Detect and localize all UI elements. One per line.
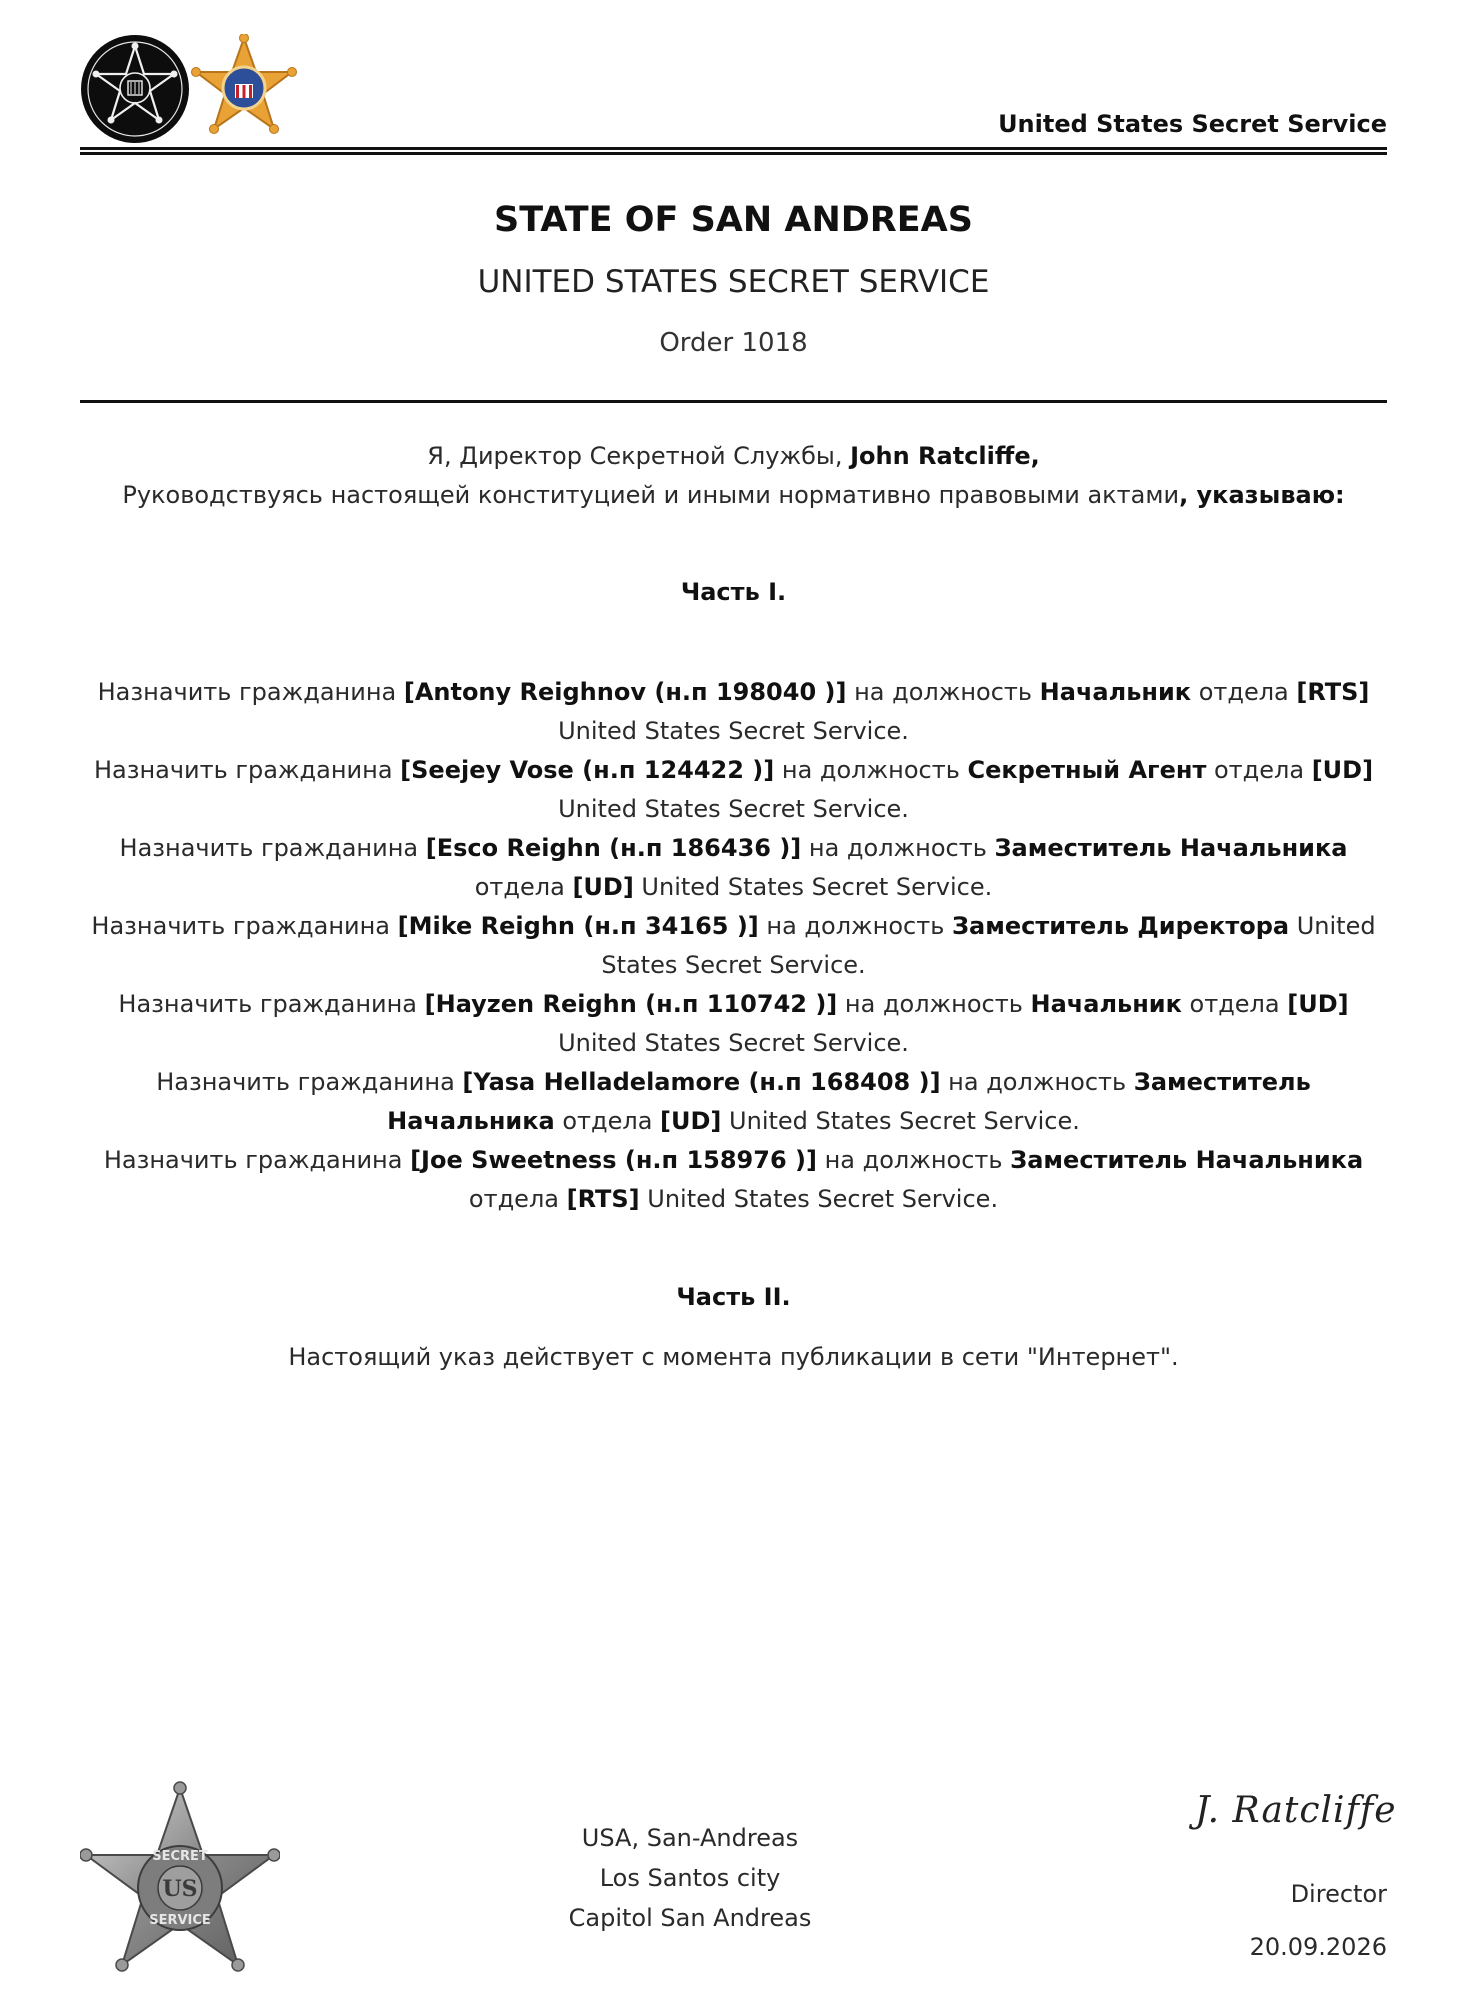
order-citizen: [Seejey Vose (н.п 124422 )]	[400, 756, 775, 784]
intro-line-1-text: Я, Директор Секретной Службы,	[427, 442, 851, 470]
order-department: [RTS]	[566, 1185, 640, 1213]
order-position: Заместитель Начальника	[387, 1068, 1311, 1135]
director-signature	[1195, 1790, 1397, 1850]
order-mid: на должность	[816, 1146, 1011, 1174]
order-department: [UD]	[660, 1107, 722, 1135]
order-suffix: United States Secret Service.	[639, 1185, 999, 1213]
seal-text-top: SECRET	[152, 1849, 208, 1864]
order-department: [RTS]	[1296, 678, 1370, 706]
order-department: [UD]	[1287, 990, 1349, 1018]
order-position: Секретный Агент	[967, 756, 1207, 784]
order-citizen: [Joe Sweetness (н.п 158976 )]	[410, 1146, 817, 1174]
order-prefix: Назначить гражданина	[97, 678, 404, 706]
order-position: Заместитель Директора	[951, 912, 1290, 940]
header-double-rule	[80, 147, 1387, 155]
order-dept-label: отдела	[554, 1107, 661, 1135]
order-prefix: Назначить гражданина	[93, 756, 401, 784]
part-2-text: Настоящий указ действует с момента публикации в сети "Интернет".	[288, 1343, 1179, 1371]
order-department: [UD]	[572, 873, 634, 901]
intro-directive: , указываю:	[1179, 481, 1345, 509]
order-citizen: [Hayzen Reighn (н.п 110742 )]	[424, 990, 838, 1018]
order-position: Заместитель Начальника	[1010, 1146, 1364, 1174]
intro-paragraph	[80, 437, 1387, 515]
order-dept-label: отдела	[1206, 756, 1312, 784]
order-department: [UD]	[1311, 756, 1374, 784]
appointment-order-item	[80, 751, 1387, 829]
order-suffix: United States Secret Service.	[601, 912, 1376, 979]
order-citizen: [Yasa Helladelamore (н.п 168408 )]	[462, 1068, 941, 1096]
state-title: STATE OF SAN ANDREAS	[494, 200, 973, 240]
order-prefix: Назначить гражданина	[118, 990, 425, 1018]
order-suffix: United States Secret Service.	[558, 1029, 909, 1057]
seal-text-bottom: SERVICE	[149, 1913, 211, 1928]
intro-line-2-text: Руководствуясь настоящей конституцией и иными нормативно правовыми актами	[122, 481, 1180, 509]
director-name: John Ratcliffe,	[850, 442, 1040, 470]
order-mid: на должность	[940, 1068, 1134, 1096]
order-position: Начальник	[1039, 678, 1192, 706]
order-position: Заместитель Начальника	[994, 834, 1348, 862]
order-suffix: United States Secret Service.	[721, 1107, 1080, 1135]
secret-service-gold-star-badge-icon	[188, 34, 300, 144]
footer-address	[520, 1818, 860, 1938]
appointment-order-item	[80, 985, 1387, 1063]
order-dept-label: отдела	[468, 1185, 567, 1213]
header-org-name: United States Secret Service	[998, 110, 1387, 138]
document-date: 20.09.2026	[1249, 1933, 1387, 1961]
secret-service-round-seal-icon	[80, 34, 190, 144]
order-mid: на должность	[801, 834, 995, 862]
order-dept-label: отдела	[1181, 990, 1288, 1018]
appointment-order-item	[80, 1063, 1387, 1141]
intro-line-2	[80, 476, 1387, 515]
seal-text-center: US	[162, 1876, 198, 1902]
secret-service-silver-star-seal-icon	[80, 1780, 280, 1975]
order-prefix: Назначить гражданина	[156, 1068, 463, 1096]
signature-text: J. Ratcliffe	[1195, 1790, 1397, 1831]
order-citizen: [Esco Reighn (н.п 186436 )]	[425, 834, 802, 862]
document-header	[80, 30, 1387, 140]
signatory-title: Director	[1290, 1880, 1387, 1908]
appointment-order-item	[80, 673, 1387, 751]
title-rule	[80, 400, 1387, 403]
order-dept-label: отдела	[474, 873, 573, 901]
order-dept-label	[1289, 912, 1297, 940]
order-suffix: United States Secret Service.	[558, 795, 909, 823]
part-2-title: Часть II.	[676, 1283, 791, 1311]
order-mid: на должность	[758, 912, 952, 940]
order-number: Order 1018	[659, 328, 808, 358]
order-mid: на должность	[774, 756, 968, 784]
order-mid: на должность	[837, 990, 1031, 1018]
appointment-order-item	[80, 1141, 1387, 1219]
part-1-title: Часть I.	[680, 578, 787, 606]
order-prefix: Назначить гражданина	[119, 834, 426, 862]
order-prefix: Назначить гражданина	[103, 1146, 411, 1174]
order-prefix: Назначить гражданина	[91, 912, 398, 940]
order-suffix: United States Secret Service.	[558, 717, 909, 745]
order-citizen: [Mike Reighn (н.п 34165 )]	[397, 912, 759, 940]
appointment-order-item	[80, 907, 1387, 985]
order-dept-label: отдела	[1191, 678, 1297, 706]
agency-title: UNITED STATES SECRET SERVICE	[477, 264, 990, 300]
order-mid: на должность	[846, 678, 1040, 706]
order-position: Начальник	[1030, 990, 1182, 1018]
address-line-2: Los Santos city	[599, 1864, 781, 1892]
order-suffix: United States Secret Service.	[633, 873, 993, 901]
address-line-3: Capitol San Andreas	[568, 1904, 812, 1932]
appointment-order-item	[80, 829, 1387, 907]
appointment-orders-list	[80, 673, 1387, 1219]
order-citizen: [Antony Reighnov (н.п 198040 )]	[403, 678, 847, 706]
intro-line-1	[80, 437, 1387, 476]
address-line-1: USA, San-Andreas	[581, 1824, 799, 1852]
